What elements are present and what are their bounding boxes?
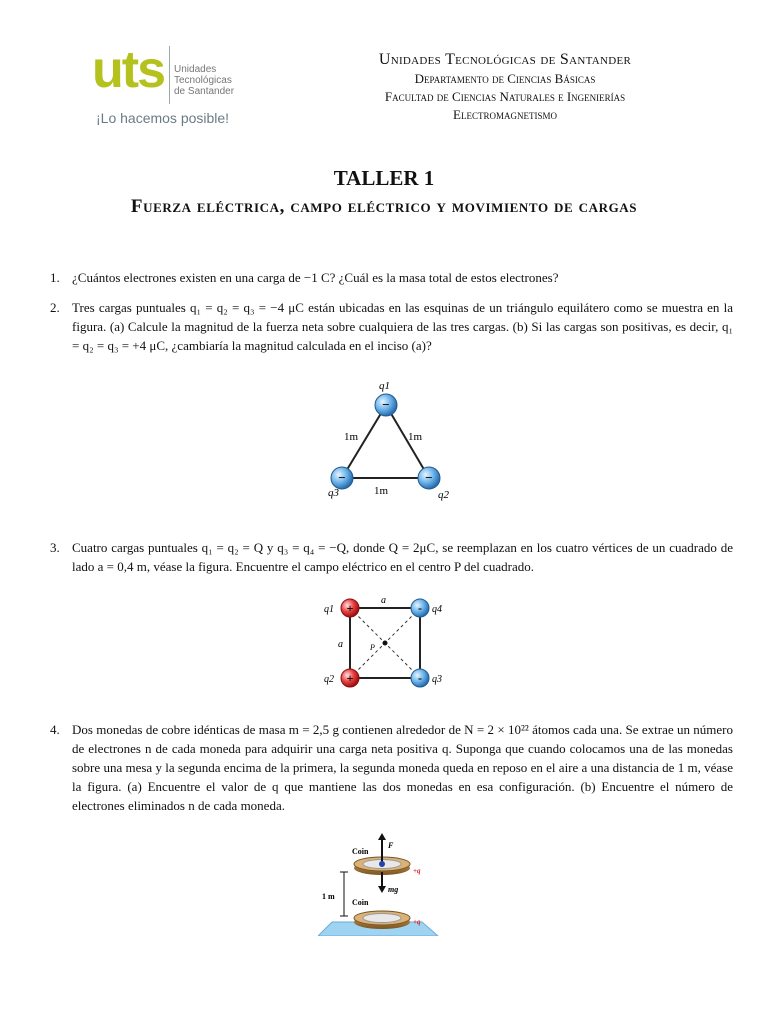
- bottom-coin-face: [363, 914, 401, 923]
- charge-sign: −: [382, 397, 390, 412]
- label-q2: q2: [438, 489, 449, 501]
- department-name: Departamento de Ciencias Básicas: [414, 71, 596, 86]
- label-distance: 1 m: [322, 892, 335, 901]
- square-charges-figure: [318, 592, 450, 690]
- label-weight: mg: [388, 885, 399, 894]
- logo-institution: [174, 64, 234, 97]
- label-q4: q4: [432, 604, 442, 615]
- problem-number: 4.: [50, 722, 60, 737]
- label-q3: q3: [328, 487, 339, 499]
- label-side-top: a: [381, 595, 386, 606]
- logo-divider: [169, 46, 170, 104]
- weight-arrow-head: [378, 886, 386, 893]
- label-coin-bottom: Coin: [352, 898, 369, 907]
- university-name: Unidades Tecnológicas de Santander: [378, 51, 632, 68]
- label-coin-top: Coin: [352, 847, 369, 856]
- label-q1: q1: [324, 604, 334, 615]
- problem-3: [50, 538, 733, 576]
- label-force: F: [388, 841, 394, 850]
- page-subtitle: Fuerza eléctrica, campo eléctrico y movimiento de cargas: [130, 196, 638, 217]
- faculty-name: Facultad de Ciencias Naturales e Ingenierías: [384, 89, 626, 104]
- problem-2: [50, 298, 733, 355]
- problem-1: [50, 268, 733, 287]
- label-side-left: 1m: [344, 431, 359, 443]
- charge-sign: −: [425, 470, 433, 485]
- logo-institution-line: Unidades: [174, 64, 217, 75]
- center-of-mass: [379, 861, 385, 867]
- course-name: Electromagnetismo: [453, 107, 557, 122]
- problem-number: 3.: [50, 540, 60, 555]
- problem-number: 1.: [50, 270, 60, 285]
- problem-4: [50, 720, 733, 815]
- label-center-p: P: [370, 643, 375, 652]
- coins-figure: [318, 832, 448, 936]
- logo-mark: uts: [92, 41, 164, 99]
- logo-slogan: ¡Lo hacemos posible!: [96, 110, 230, 126]
- logo-institution-line: de Santander: [174, 86, 235, 97]
- triangle-charges-figure: [318, 372, 468, 504]
- problem-text: Cuatro cargas puntuales q₁ = q₂ = Q y q₃ = q₄ = −Q, donde Q = 2μC, se reemplazan en los cuatro vértices de un cuadrado de lado a = 0,4 m, véase la figura. Encuentre el campo eléctrico en el centro P del cuadrado.: [72, 540, 733, 574]
- center-point-p: [383, 641, 388, 646]
- page-title: TALLER 1: [333, 166, 435, 190]
- label-q2: q2: [324, 674, 334, 685]
- label-side-bottom: 1m: [374, 485, 389, 497]
- charge-sign: −: [338, 470, 346, 485]
- charge-sign: +: [346, 601, 354, 615]
- label-charge-top: +q: [413, 867, 421, 875]
- charge-sign: -: [418, 671, 422, 685]
- problem-text: Tres cargas puntuales q₁ = q₂ = q₃ = −4 μC están ubicadas en las esquinas de un triángulo equilátero como se muestra en la figura. (a) Calcule la magnitud de la fuerza neta sobre cualquiera de las tres cargas. (b) Si las cargas son positivas, es decir, q₁ = q₂ = q₃ = +4 μC, ¿cambiaría la magnitud calculada en el inciso (a)?: [72, 300, 733, 353]
- charge-sign: -: [418, 601, 422, 615]
- logo-institution-line: Tecnológicas: [174, 75, 232, 86]
- problem-text: Dos monedas de cobre idénticas de masa m = 2,5 g contienen alrededor de N = 2 × 10²² átomos cada una. Se extrae un número de electrones n de cada moneda para adquirir una carga neta positiva q. Suponga que cuando colocamos una de las monedas sobre una mesa y la segunda encima de la primera, la segunda moneda queda en reposo en el aire a una distancia de 1 m, véase la figura. (a) Encuentre el valor de q que mantiene las dos monedas en esa configuración. (b) Encuentre el número de electrones eliminados n de cada moneda.: [72, 722, 733, 813]
- force-arrow-head: [378, 833, 386, 840]
- label-side-right: 1m: [408, 431, 423, 443]
- charge-sign: +: [346, 671, 354, 685]
- problem-number: 2.: [50, 300, 60, 315]
- uts-logo: [92, 41, 252, 134]
- problem-text: ¿Cuántos electrones existen en una carga de −1 C? ¿Cuál es la masa total de estos electrones?: [72, 270, 559, 285]
- document-header: [300, 50, 710, 124]
- label-q1: q1: [379, 380, 390, 392]
- label-side-left: a: [338, 639, 343, 650]
- label-q3: q3: [432, 674, 442, 685]
- label-charge-bottom: +q: [413, 918, 421, 926]
